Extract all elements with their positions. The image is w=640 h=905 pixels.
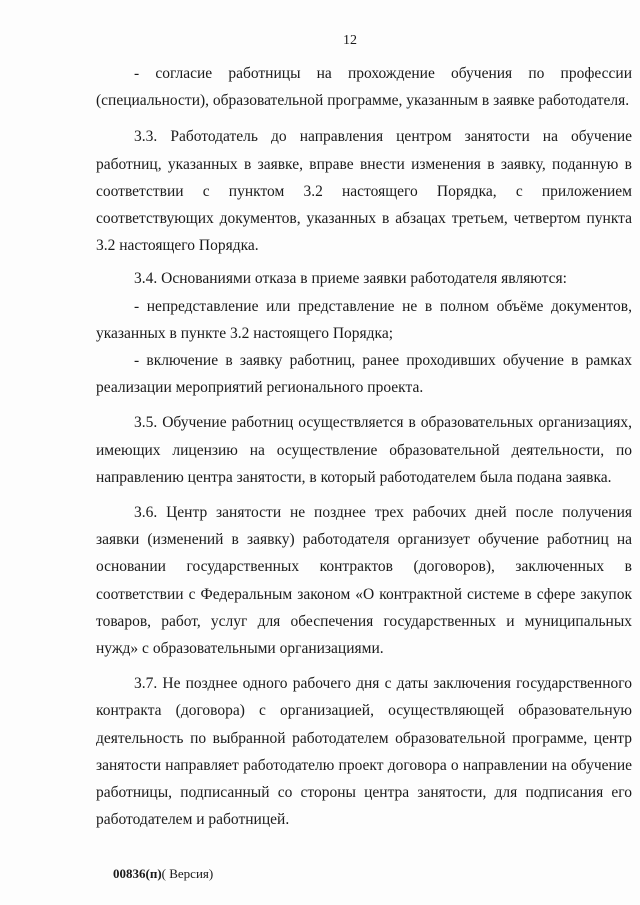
paragraph-consent: - согласие работницы на прохождение обучения по профессии (специальности), образовательной программе, указанным в заявке работодателя. xyxy=(96,65,632,110)
document-version: ( Версия) xyxy=(161,866,214,881)
paragraph-refusal-reason-1: - непредставление или представление не в полном объёме документов, указанных в пункте 3.2 настоящего Порядка; xyxy=(96,297,632,342)
page-number: 12 xyxy=(343,33,357,48)
paragraph-3-3: 3.3. Работодатель до направления центром занятости на обучение работниц, указанных в заявке, вправе внести изменения в заявку, поданную в соответствии с пунктом 3.2 настоящего Порядка, с приложением соответствующих документов, указанных в абзацах третьем, четвертом пункта 3.2 настоящего Порядка. xyxy=(96,128,632,255)
paragraph-refusal-reason-2: - включение в заявку работниц, ранее проходивших обучение в рамках реализации мероприятий регионального проекта. xyxy=(96,352,632,397)
paragraph-3-5: 3.5. Обучение работниц осуществляется в образовательных организациях, имеющих лицензию на осуществление образовательной деятельности, по направлению центра занятости, в который работодателем была подана заявка. xyxy=(96,414,632,486)
paragraph-3-6: 3.6. Центр занятости не позднее трех рабочих дней после получения заявки (изменений в заявку) работодателя организует обучение работниц на основании государственных контрактов (договоров), заключенных в соответствии с Федеральным законом «О контрактной системе в сфере закупок товаров, работ, услуг для обеспечения государственных и муниципальных нужд» с образовательными организациями. xyxy=(96,504,632,658)
document-footer xyxy=(113,866,213,882)
document-code: 00836(п) xyxy=(113,866,162,881)
paragraph-3-4: 3.4. Основаниями отказа в приеме заявки работодателя являются: xyxy=(134,270,567,288)
paragraph-3-7: 3.7. Не позднее одного рабочего дня с даты заключения государственного контракта (договора) с организацией, осуществляющей образовательную деятельность по выбранной работодателем образовательной программе, центр занятости направляет работодателю проект договора о направлении на обучение работницы, подписанный со стороны центра занятости, для подписания его работодателем и работницей. xyxy=(96,675,632,829)
document-body xyxy=(96,60,632,833)
